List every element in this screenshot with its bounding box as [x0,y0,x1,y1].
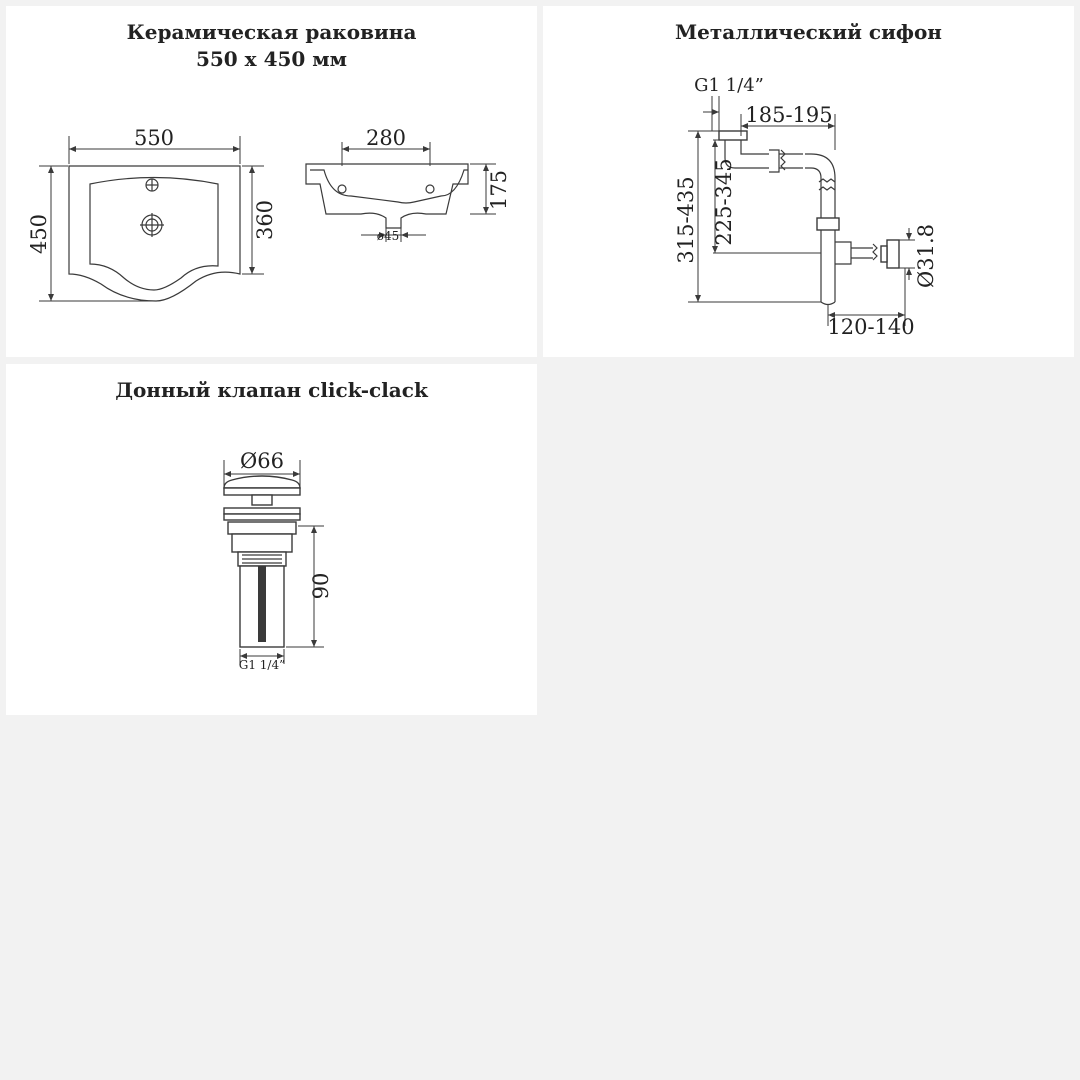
valve-thread-label: G1 1/4” [238,658,286,672]
siphon-title: Металлический сифон [675,20,942,44]
sink-bowl-label: 360 [253,199,277,241]
siphon-panel [543,6,1074,357]
valve-title: Донный клапан click-clack [115,378,428,402]
siphon-reach-label: 185-195 [745,103,833,127]
valve-drawing [6,364,537,715]
siphon-drawing [543,6,1074,357]
siphon-body [719,131,899,305]
sink-drawing [6,6,537,357]
sink-basin-width-label: 280 [365,126,407,150]
valve-cap-diameter-label: Ø66 [240,449,284,473]
sink-side-view [306,142,496,242]
valve-panel [6,364,537,715]
valve-body [224,476,300,647]
sink-top-view [39,136,264,301]
sink-width-label: 550 [133,126,175,150]
siphon-thread-label: G1 1/4” [694,75,764,96]
valve-length-label: 90 [309,572,333,600]
sink-drain-diameter-label: ø45 [376,229,400,243]
sink-panel [6,6,537,357]
siphon-offset-label: 120-140 [827,315,915,339]
siphon-inlet-height-label: 225-345 [712,158,736,246]
siphon-outlet-diameter-label: Ø31.8 [914,224,938,288]
siphon-total-height-label: 315-435 [674,176,698,264]
sink-depth-label: 175 [487,169,511,211]
sink-title-line2: 550 x 450 мм [195,47,348,71]
sink-height-label: 450 [27,213,51,255]
sink-title-line1: Керамическая раковина [126,20,417,44]
